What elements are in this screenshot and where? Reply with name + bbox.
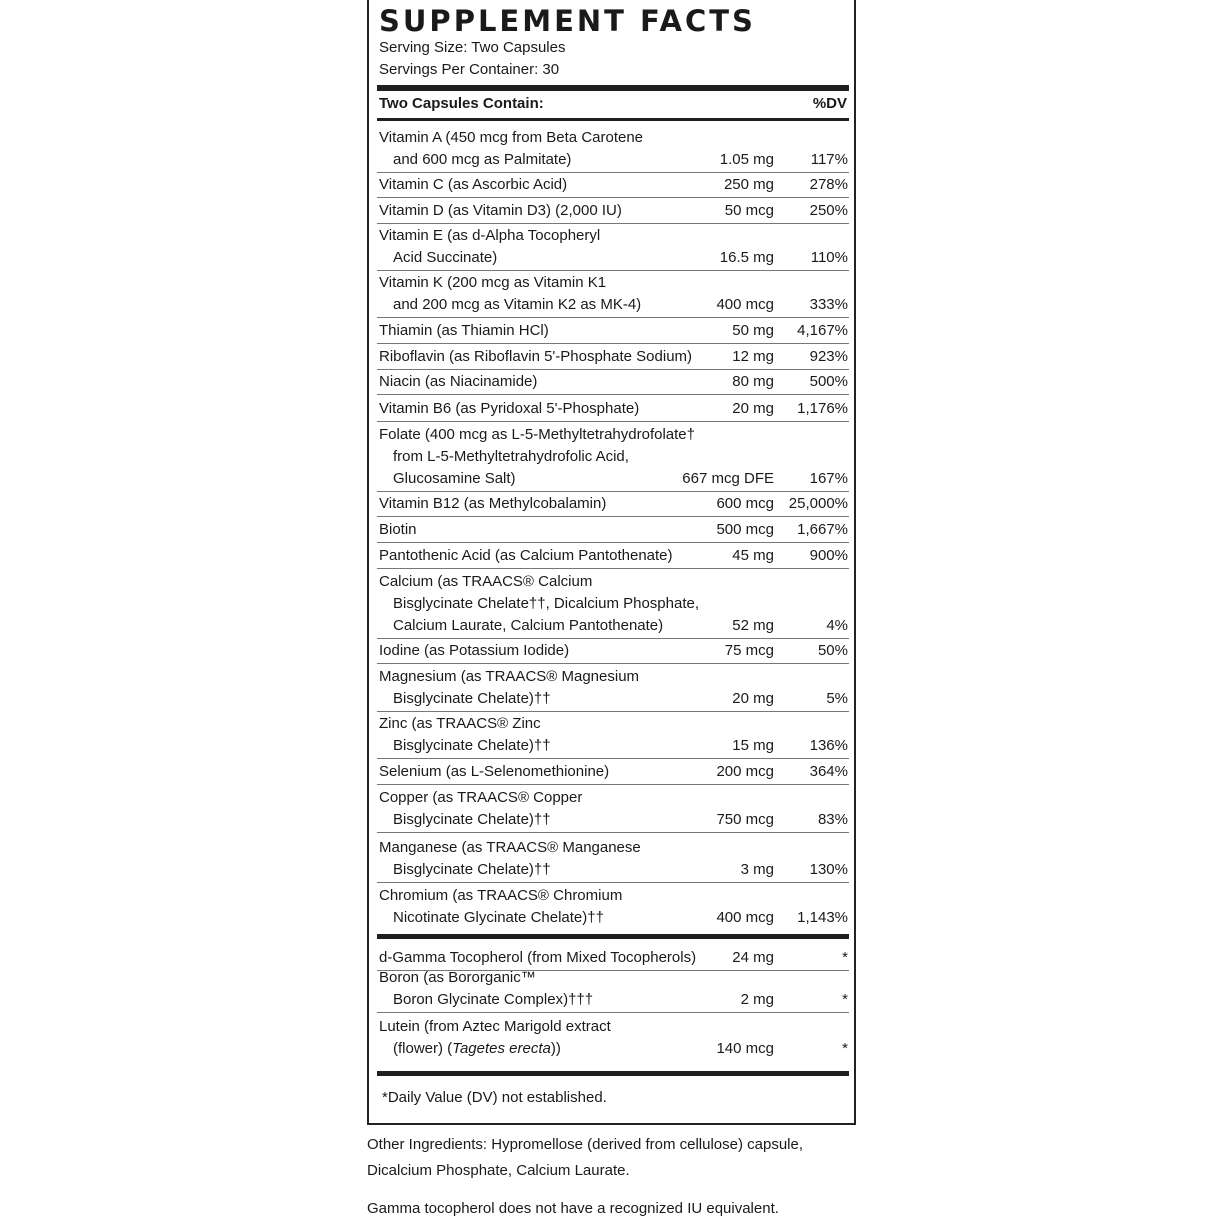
dv-footnote: *Daily Value (DV) not established.	[382, 1089, 607, 1106]
nutrient-amount: 400 mcg	[716, 296, 774, 313]
nutrient-amount: 15 mg	[732, 737, 774, 754]
nutrient-name-line: Bisglycinate Chelate)††	[393, 811, 551, 828]
other-nutrient-name-line: Boron Glycinate Complex)†††	[393, 991, 594, 1008]
nutrient-dv: 364%	[809, 763, 848, 780]
nutrient-amount: 3 mg	[740, 861, 774, 878]
nutrient-row	[377, 271, 849, 318]
other-nutrient-name-line: d-Gamma Tocopherol (from Mixed Tocopherols)	[379, 949, 697, 966]
nutrient-dv: 50%	[817, 642, 848, 659]
nutrient-amount: 1.05 mg	[719, 151, 774, 168]
nutrient-row	[377, 664, 849, 712]
nutrient-dv: 4,167%	[797, 322, 848, 339]
nutrient-row	[377, 395, 849, 422]
nutrient-amount: 45 mg	[732, 547, 774, 564]
nutrient-name-line: Calcium Laurate, Calcium Pantothenate)	[393, 617, 664, 634]
nutrient-dv: 923%	[809, 348, 848, 365]
servings-per-container: Servings Per Container: 30	[379, 61, 560, 78]
nutrient-row	[377, 318, 849, 344]
other-nutrient-name-line: Boron (as Bororganic™	[379, 969, 536, 986]
nutrient-row	[377, 125, 849, 173]
thick-divider-top	[377, 85, 849, 91]
nutrient-amount: 200 mcg	[716, 763, 774, 780]
thick-divider-bottom	[377, 1071, 849, 1076]
nutrient-name-line: Magnesium (as TRAACS® Magnesium	[379, 668, 640, 685]
nutrient-name-line: Chromium (as TRAACS® Chromium	[379, 887, 623, 904]
nutrient-name-line: Manganese (as TRAACS® Manganese	[379, 839, 641, 856]
nutrient-row	[377, 492, 849, 517]
nutrient-dv: 1,667%	[797, 521, 848, 538]
latin-name: Tagetes erecta	[452, 1040, 551, 1057]
nutrient-name-line: Biotin	[379, 521, 417, 538]
nutrient-row	[377, 370, 849, 395]
nutrient-row	[377, 883, 849, 931]
nutrient-dv: 5%	[826, 690, 848, 707]
nutrient-name-line: Pantothenic Acid (as Calcium Pantothenate)	[379, 547, 673, 564]
nutrient-name-line: Iodine (as Potassium Iodide)	[379, 642, 570, 659]
nutrient-name-line: Copper (as TRAACS® Copper	[379, 789, 583, 806]
nutrient-name-line: Glucosamine Salt)	[393, 470, 516, 487]
nutrient-row	[377, 543, 849, 569]
nutrient-name-line: Zinc (as TRAACS® Zinc	[379, 715, 541, 732]
nutrient-name-line: Bisglycinate Chelate)††	[393, 737, 551, 754]
nutrient-name-line: Bisglycinate Chelate)††	[393, 690, 551, 707]
nutrient-dv: 136%	[809, 737, 848, 754]
nutrient-dv: 1,143%	[797, 909, 848, 926]
header-dv: %DV	[812, 95, 847, 112]
nutrient-row	[377, 639, 849, 664]
other-nutrient-amount: 24 mg	[732, 949, 774, 966]
nutrient-name-line: Vitamin E (as d-Alpha Tocopheryl	[379, 227, 601, 244]
nutrient-row	[377, 517, 849, 543]
serving-size: Serving Size: Two Capsules	[379, 39, 566, 56]
nutrient-dv: 25,000%	[788, 495, 848, 512]
nutrient-dv: 117%	[810, 151, 848, 168]
nutrient-amount: 50 mcg	[724, 202, 774, 219]
nutrient-name-line: from L-5-Methyltetrahydrofolic Acid,	[393, 448, 629, 465]
nutrient-row	[377, 785, 849, 833]
other-nutrient-row	[377, 971, 849, 1013]
nutrient-row	[377, 173, 849, 198]
nutrient-name-line: Niacin (as Niacinamide)	[379, 373, 538, 390]
latin-suffix: ))	[550, 1040, 561, 1057]
other-nutrient-dv: *	[842, 1040, 848, 1057]
nutrient-name-line: Vitamin B6 (as Pyridoxal 5'-Phosphate)	[379, 400, 640, 417]
nutrient-amount: 80 mg	[732, 373, 774, 390]
other-ingredients-line-2: Dicalcium Phosphate, Calcium Laurate.	[367, 1162, 630, 1179]
nutrient-dv: 278%	[809, 176, 848, 193]
nutrient-row	[377, 569, 849, 639]
nutrient-name-line: Vitamin K (200 mcg as Vitamin K1	[379, 274, 607, 291]
header-left: Two Capsules Contain:	[379, 95, 544, 112]
nutrient-dv: 900%	[809, 547, 848, 564]
nutrient-name-line: Bisglycinate Chelate††, Dicalcium Phosphate,	[393, 595, 699, 612]
nutrient-name-line: Vitamin A (450 mcg from Beta Carotene	[379, 129, 644, 146]
nutrient-amount: 20 mg	[732, 690, 774, 707]
other-nutrient-name-line: (flower) (Tagetes erecta))	[393, 1040, 561, 1057]
nutrient-row	[377, 422, 849, 492]
nutrient-dv: 110%	[810, 249, 848, 266]
nutrient-amount: 250 mg	[723, 176, 774, 193]
nutrient-amount: 667 mcg DFE	[682, 470, 774, 487]
nutrient-name-line: Vitamin C (as Ascorbic Acid)	[379, 176, 568, 193]
other-ingredients-line-1: Other Ingredients: Hypromellose (derived from cellulose) capsule,	[367, 1136, 804, 1153]
nutrient-dv: 333%	[809, 296, 848, 313]
header-divider	[377, 118, 849, 121]
panel-title: SUPPLEMENT FACTS	[379, 4, 756, 38]
nutrient-name-line: Vitamin B12 (as Methylcobalamin)	[379, 495, 607, 512]
nutrient-dv: 500%	[809, 373, 848, 390]
nutrient-amount: 16.5 mg	[719, 249, 774, 266]
nutrient-amount: 20 mg	[732, 400, 774, 417]
nutrient-name-line: and 200 mcg as Vitamin K2 as MK-4)	[393, 296, 642, 313]
nutrient-dv: 130%	[809, 861, 848, 878]
other-nutrient-dv: *	[842, 949, 848, 966]
other-nutrient-dv: *	[842, 991, 848, 1008]
nutrient-row	[377, 759, 849, 785]
other-nutrient-row	[377, 944, 849, 971]
nutrient-amount: 750 mcg	[716, 811, 774, 828]
nutrient-name-line: Riboflavin (as Riboflavin 5'-Phosphate Sodium)	[379, 348, 693, 365]
nutrient-name-line: Thiamin (as Thiamin HCl)	[379, 322, 549, 339]
nutrient-amount: 600 mcg	[716, 495, 774, 512]
nutrient-name-line: Selenium (as L-Selenomethionine)	[379, 763, 610, 780]
nutrient-amount: 500 mcg	[716, 521, 774, 538]
nutrient-name-line: Bisglycinate Chelate)††	[393, 861, 551, 878]
nutrient-row	[377, 198, 849, 224]
nutrient-dv: 83%	[817, 811, 848, 828]
nutrient-amount: 400 mcg	[716, 909, 774, 926]
nutrient-row	[377, 833, 849, 883]
nutrient-amount: 75 mcg	[724, 642, 774, 659]
nutrient-name-line: Calcium (as TRAACS® Calcium	[379, 573, 593, 590]
nutrient-dv: 1,176%	[797, 400, 848, 417]
nutrient-amount: 50 mg	[732, 322, 774, 339]
other-nutrient-name-line: Lutein (from Aztec Marigold extract	[379, 1018, 611, 1035]
nutrient-dv: 250%	[809, 202, 848, 219]
nutrient-row	[377, 224, 849, 271]
nutrient-name-line: and 600 mcg as Palmitate)	[393, 151, 572, 168]
nutrient-amount: 12 mg	[732, 348, 774, 365]
nutrient-row	[377, 712, 849, 759]
nutrient-name-line: Acid Succinate)	[393, 249, 498, 266]
nutrient-amount: 52 mg	[732, 617, 774, 634]
nutrient-row	[377, 344, 849, 370]
other-nutrient-amount: 2 mg	[740, 991, 774, 1008]
gamma-tocopherol-note: Gamma tocopherol does not have a recognized IU equivalent.	[367, 1200, 779, 1217]
nutrient-dv: 167%	[809, 470, 848, 487]
thick-divider-middle	[377, 934, 849, 939]
other-nutrient-amount: 140 mcg	[716, 1040, 774, 1057]
nutrient-name-line: Vitamin D (as Vitamin D3) (2,000 IU)	[379, 202, 622, 219]
nutrient-dv: 4%	[826, 617, 848, 634]
nutrient-name-line: Nicotinate Glycinate Chelate)††	[393, 909, 604, 926]
nutrient-name-line: Folate (400 mcg as L-5-Methyltetrahydrofolate†	[379, 426, 695, 443]
other-nutrient-row	[377, 1013, 849, 1062]
